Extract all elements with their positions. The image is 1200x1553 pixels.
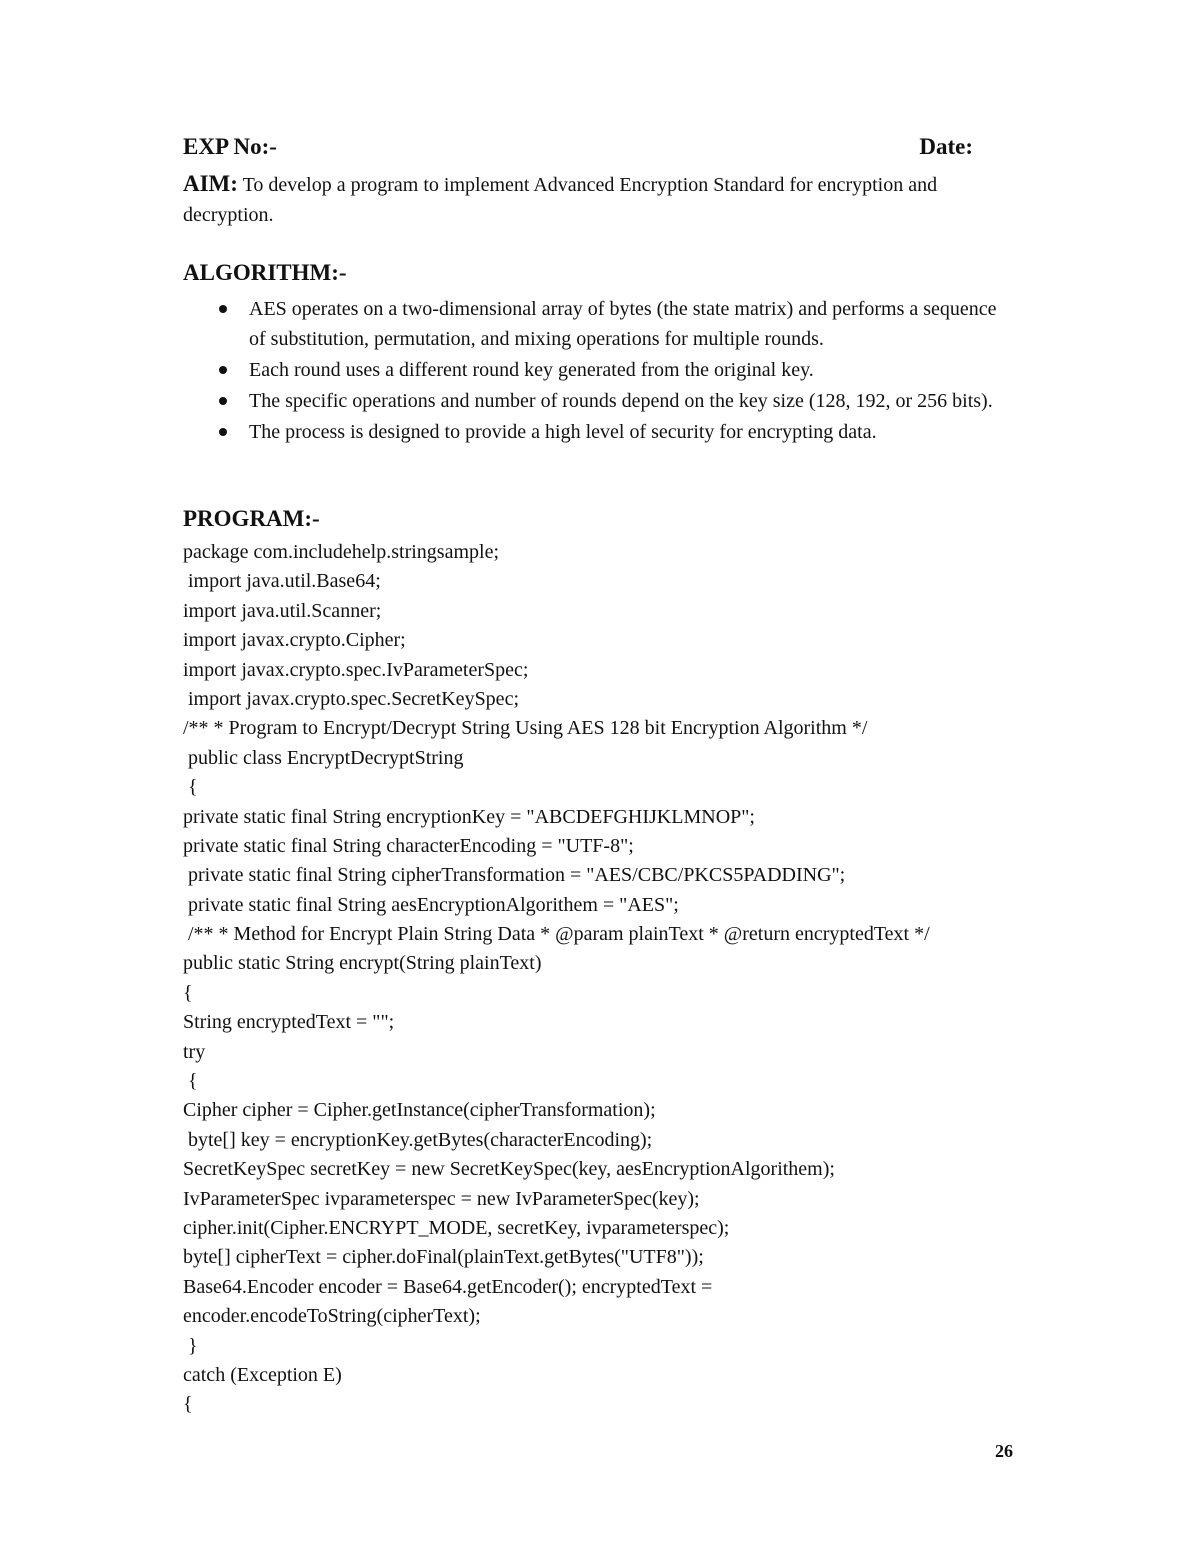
date-label: Date: xyxy=(919,134,973,159)
algorithm-step xyxy=(183,386,1013,416)
code-line: { xyxy=(183,776,198,799)
code-line: import java.util.Base64; xyxy=(183,570,381,593)
code-line: import javax.crypto.Cipher; xyxy=(183,629,406,652)
bullet-icon xyxy=(219,366,227,374)
exp-no-label: EXP No:- xyxy=(183,134,277,159)
algorithm-step-text: The process is designed to provide a high level of security for encrypting data. xyxy=(249,421,877,443)
code-line: } xyxy=(183,1334,198,1357)
code-line: private static final String aesEncryptionAlgorithem = "AES"; xyxy=(183,893,679,916)
code-line: String encryptedText = ""; xyxy=(183,1011,395,1034)
algorithm-step xyxy=(183,417,1013,447)
code-line: public class EncryptDecryptString xyxy=(183,746,464,769)
code-line: { xyxy=(183,1393,193,1416)
code-line: catch (Exception E) xyxy=(183,1363,342,1386)
code-line: byte[] cipherText = cipher.doFinal(plainText.getBytes("UTF8")); xyxy=(183,1246,704,1269)
aim-section xyxy=(183,169,1003,230)
page-number: 26 xyxy=(995,1441,1013,1461)
code-line: private static final String characterEncoding = "UTF-8"; xyxy=(183,834,634,857)
algorithm-list xyxy=(183,294,1013,448)
code-line: public static String encrypt(String plainText) xyxy=(183,952,542,975)
bullet-icon xyxy=(219,305,227,313)
code-line: package com.includehelp.stringsample; xyxy=(183,541,500,563)
code-line: { xyxy=(183,1070,198,1093)
bullet-icon xyxy=(219,397,227,405)
algorithm-heading: ALGORITHM:- xyxy=(183,260,347,285)
program-heading: PROGRAM:- xyxy=(183,506,320,531)
algorithm-step-text: AES operates on a two-dimensional array of bytes (the state matrix) and performs a sequence of substitution, permutation, and mixing operations for multiple rounds. xyxy=(249,298,997,350)
algorithm-step xyxy=(183,294,1013,354)
aim-label: AIM: xyxy=(183,171,238,196)
code-line: cipher.init(Cipher.ENCRYPT_MODE, secretKey, ivparameterspec); xyxy=(183,1216,730,1239)
code-line: byte[] key = encryptionKey.getBytes(characterEncoding); xyxy=(183,1128,653,1151)
code-line: try xyxy=(183,1040,206,1063)
code-line: import javax.crypto.spec.SecretKeySpec; xyxy=(183,687,519,710)
code-line: { xyxy=(183,981,193,1004)
code-line: private static final String encryptionKey = "ABCDEFGHIJKLMNOP"; xyxy=(183,805,755,828)
code-line: /** * Method for Encrypt Plain String Data * @param plainText * @return encryptedText */ xyxy=(183,923,930,946)
code-line: Cipher cipher = Cipher.getInstance(cipherTransformation); xyxy=(183,1099,656,1122)
code-line: import java.util.Scanner; xyxy=(183,599,382,622)
algorithm-step-text: Each round uses a different round key generated from the original key. xyxy=(249,359,814,381)
algorithm-step-text: The specific operations and number of rounds depend on the key size (128, 192, or 256 bits). xyxy=(249,390,993,412)
algorithm-step xyxy=(183,355,1013,385)
code-line: private static final String cipherTransformation = "AES/CBC/PKCS5PADDING"; xyxy=(183,864,846,887)
experiment-header xyxy=(183,134,973,166)
code-line: /** * Program to Encrypt/Decrypt String Using AES 128 bit Encryption Algorithm */ xyxy=(183,717,868,740)
code-line: IvParameterSpec ivparameterspec = new IvParameterSpec(key); xyxy=(183,1187,700,1210)
code-line: SecretKeySpec secretKey = new SecretKeySpec(key, aesEncryptionAlgorithem); xyxy=(183,1158,835,1181)
code-line: import javax.crypto.spec.IvParameterSpec; xyxy=(183,658,529,681)
aim-text: To develop a program to implement Advanced Encryption Standard for encryption and decryption. xyxy=(183,174,938,226)
code-line: Base64.Encoder encoder = Base64.getEncoder(); encryptedText = xyxy=(183,1275,713,1298)
program-code xyxy=(183,538,1033,1420)
code-line: encoder.encodeToString(cipherText); xyxy=(183,1305,481,1328)
bullet-icon xyxy=(219,428,227,436)
